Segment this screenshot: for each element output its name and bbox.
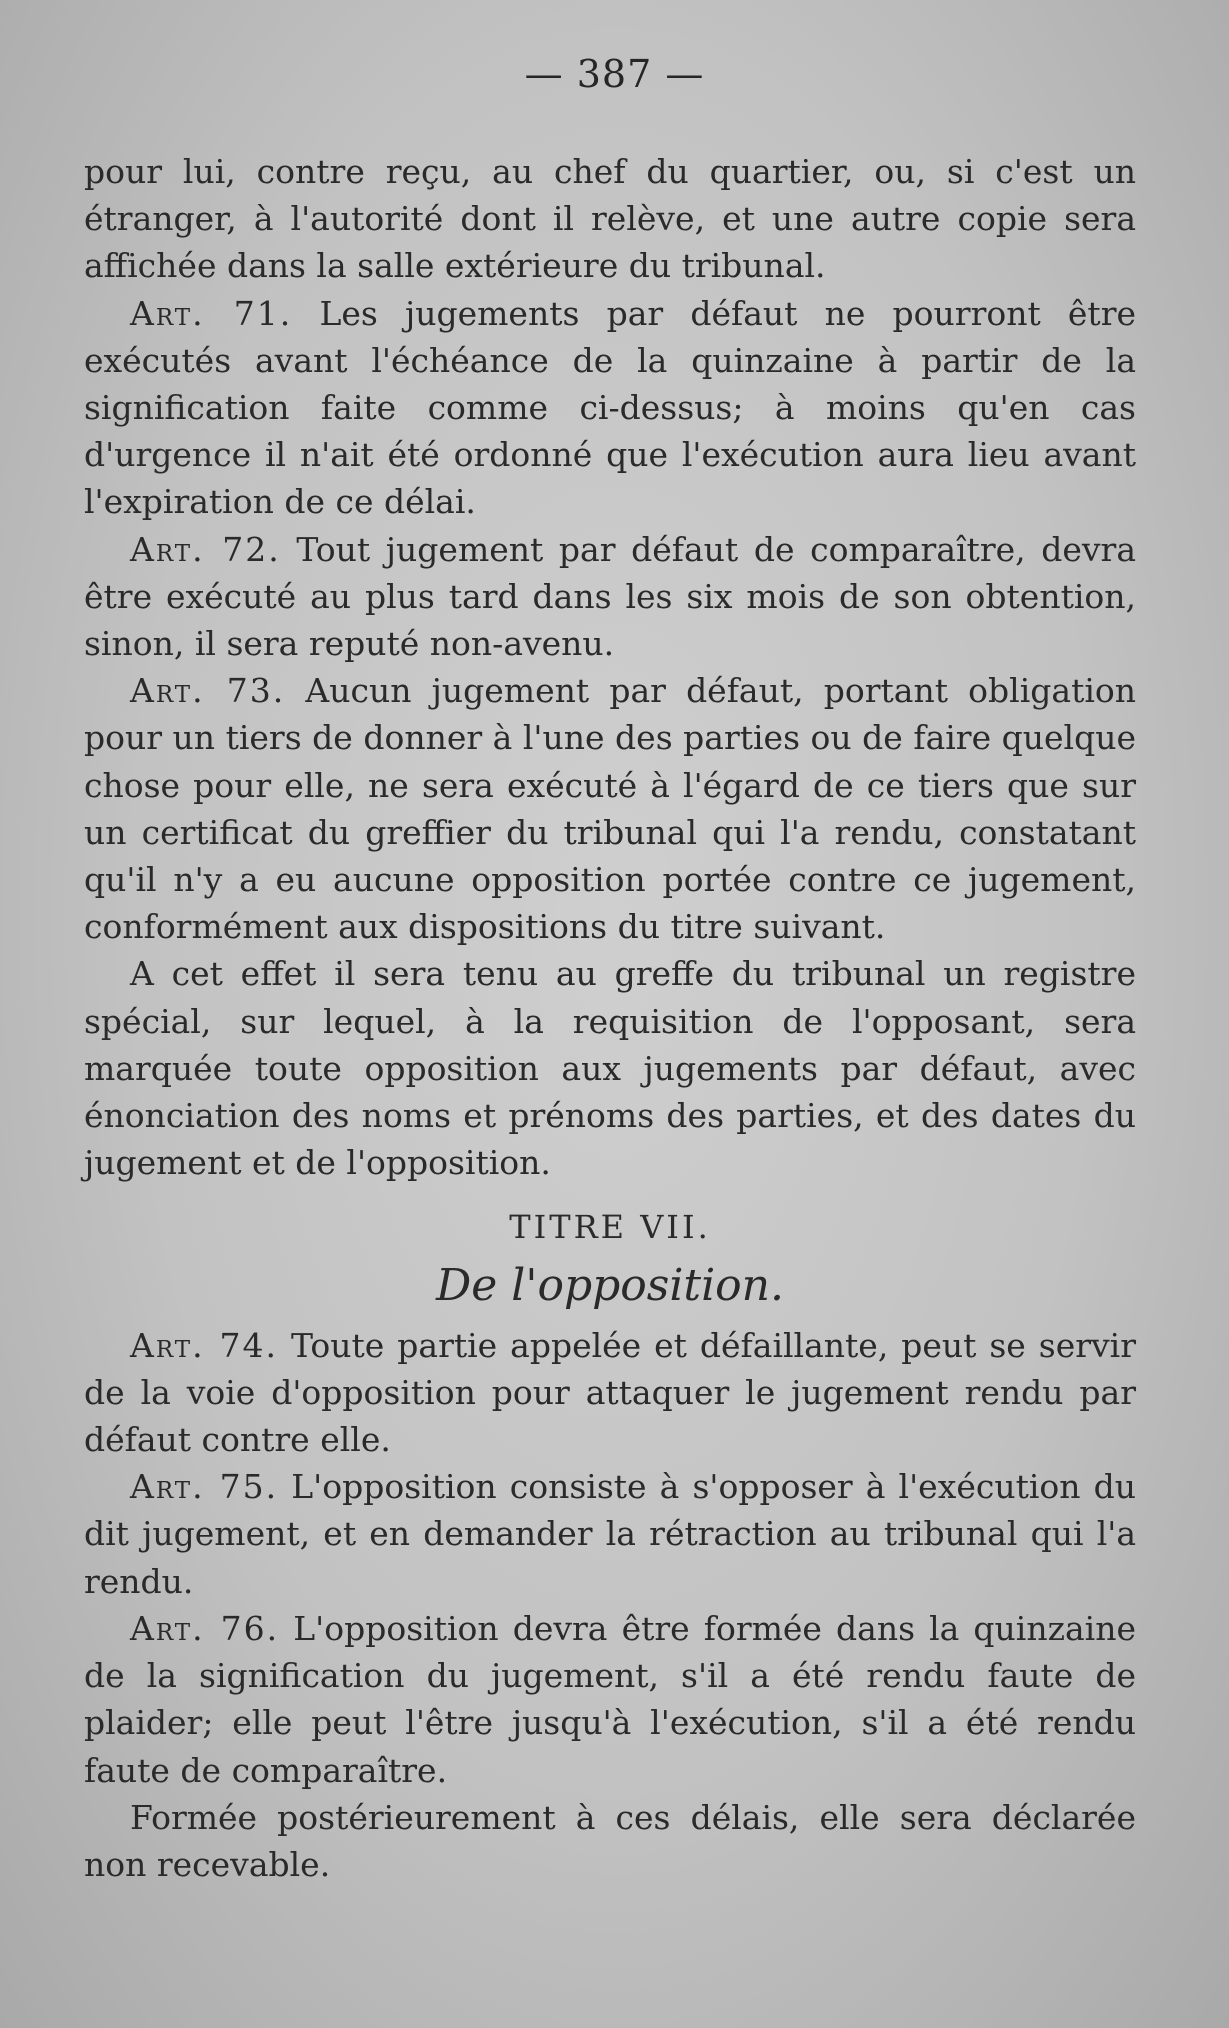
article-label: Art. 72.	[130, 529, 281, 569]
article-label: Art. 76.	[130, 1608, 280, 1648]
paragraph-registre	[84, 950, 1136, 1186]
article-text: Les jugements par défaut ne pourront être exécutés avant l'échéance de la quinzaine à partir de la signification faite comme ci-dessus; à moins qu'en cas d'urgence il n'ait été ordonné que l'exécution aura lieu avant l'expiration de ce délai.	[84, 293, 1136, 522]
article-label: Art. 75.	[130, 1467, 279, 1507]
article-74	[84, 1322, 1136, 1464]
paragraph-text: pour lui, contre reçu, au chef du quartier, ou, si c'est un étranger, à l'autorité dont il relève, et une autre copie sera affichée dans la salle extérieure du tribunal.	[84, 152, 1136, 286]
article-label: Art. 71.	[130, 293, 293, 333]
article-label: Art. 73.	[130, 671, 286, 711]
article-text: Aucun jugement par défaut, portant obligation pour un tiers de donner à l'une des parties ou de faire quelque chose pour elle, ne sera exécuté à l'égard de ce tiers que sur un certificat du greffier du tribunal qui l'a rendu, constatant qu'il n'y a eu aucune opposition portée contre ce jugement, conformément aux dispositions du titre suivant.	[84, 671, 1137, 947]
paragraph-continuation	[84, 148, 1136, 290]
article-text: Toute partie appelée et défaillante, peut se servir de la voie d'opposition pour attaquer le jugement rendu par défaut contre elle.	[84, 1325, 1136, 1460]
page-body	[84, 148, 1136, 1888]
article-76	[84, 1605, 1136, 1794]
section-title: TITRE VII.	[509, 1208, 711, 1247]
page-number: — 387 —	[524, 52, 705, 96]
article-73	[84, 667, 1136, 950]
paragraph-text: Formée postérieurement à ces délais, elle sera déclarée non recevable.	[84, 1797, 1136, 1884]
article-label: Art. 74.	[130, 1325, 279, 1365]
paragraph-formee	[84, 1794, 1136, 1888]
article-text: Tout jugement par défaut de comparaître, devra être exécuté au plus tard dans les six mois de son obtention, sinon, il sera reputé non-avenu.	[84, 529, 1136, 664]
article-71	[84, 290, 1136, 526]
paragraph-text: A cet effet il sera tenu au greffe du tribunal un registre spécial, sur lequel, à la requisition de l'opposant, sera marquée toute opposition aux jugements par défaut, avec énonciation des noms et prénoms des parties, et des dates du jugement et de l'opposition.	[84, 954, 1136, 1183]
article-72	[84, 526, 1136, 668]
section-subtitle: De l'opposition.	[435, 1259, 784, 1311]
article-text: L'opposition devra être formée dans la quinzaine de la signification du jugement, s'il a été rendu faute de plaider; elle peut l'être jusqu'à l'exécution, s'il a été rendu faute de comparaître.	[84, 1608, 1137, 1790]
article-text: L'opposition consiste à s'opposer à l'exécution du dit jugement, et en demander la rétraction au tribunal qui l'a rendu.	[84, 1467, 1136, 1601]
article-75	[84, 1463, 1136, 1605]
